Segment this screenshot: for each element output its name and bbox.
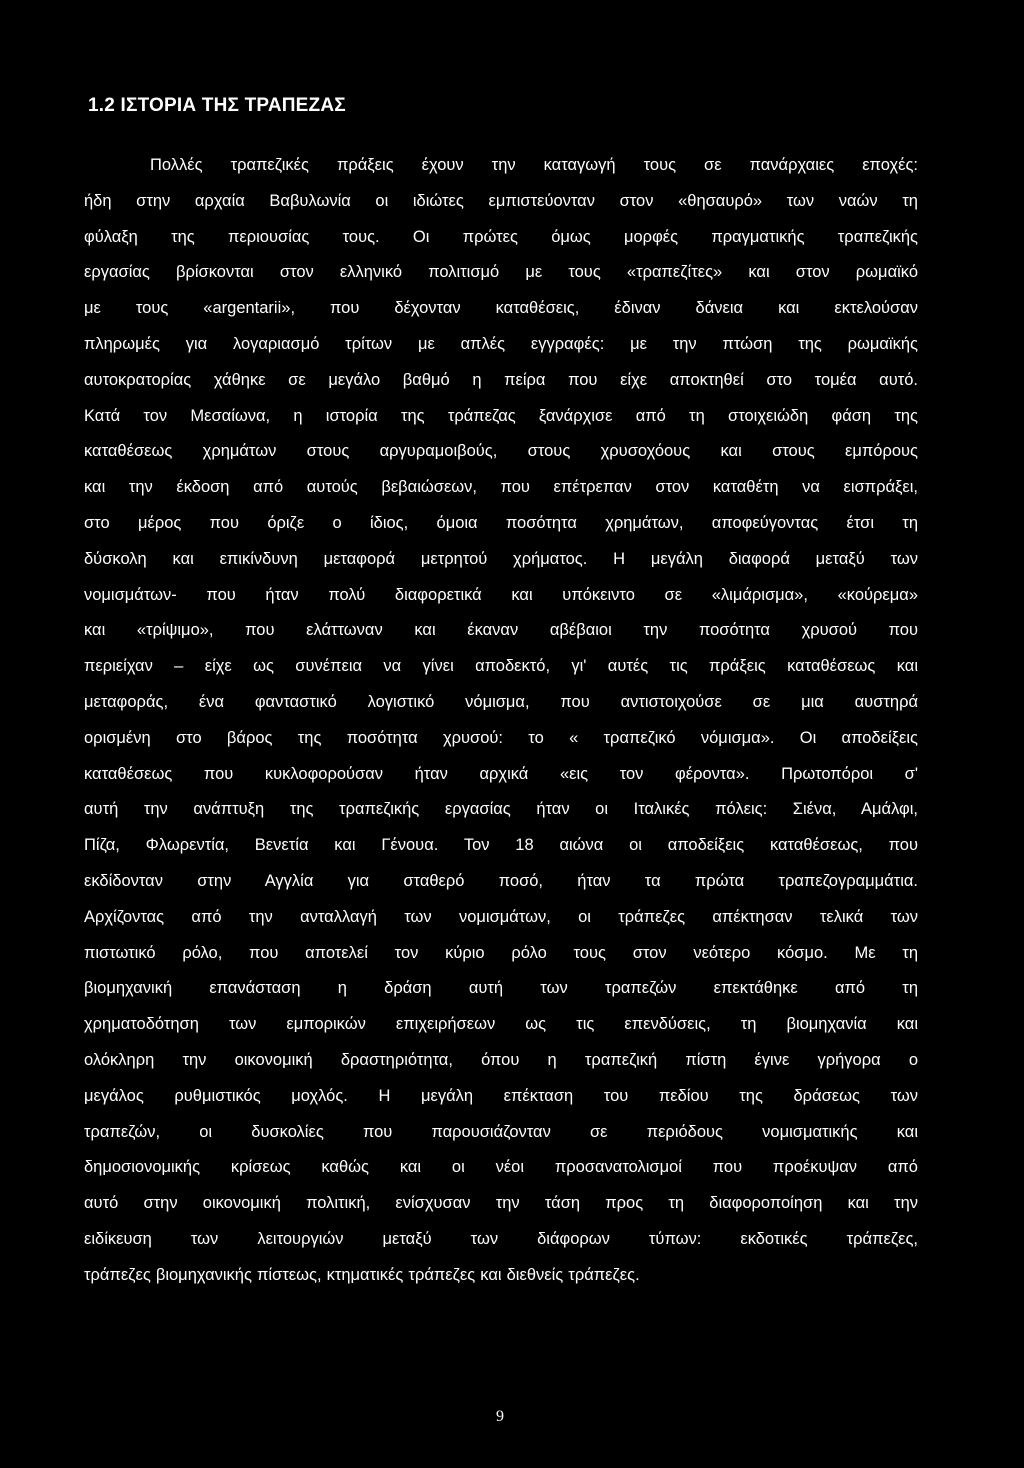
text-line: τραπεζών, οι δυσκολίες που παρουσιάζονταν σε περιόδους νομισματικής και bbox=[84, 1122, 918, 1141]
text-line: αυτή την ανάπτυξη της τραπεζικής εργασίας ήταν οι Ιταλικές πόλεις: Σιένα, Αμάλφι, bbox=[84, 800, 918, 819]
text-line: πιστωτικό ρόλο, που αποτελεί τον κύριο ρόλο τους στον νεότερο κόσμο. Με τη bbox=[84, 943, 918, 962]
text-line: και την έκδοση από αυτούς βεβαιώσεων, που επέτρεπαν στον καταθέτη να εισπράξει, bbox=[84, 478, 918, 497]
text-line: νομισμάτων- που ήταν πολύ διαφορετικά και υπόκειντο σε «λιμάρισμα», «κούρεμα» bbox=[84, 585, 918, 604]
text-line: καταθέσεως που κυκλοφορούσαν ήταν αρχικά «εις τον φέροντα». Πρωτοπόροι σ' bbox=[84, 764, 918, 783]
text-line: τράπεζες βιομηχανικής πίστεως, κτηματικές τράπεζες και διεθνείς τράπεζες. bbox=[84, 1265, 640, 1284]
text-line: ήδη στην αρχαία Βαβυλωνία οι ιδιώτες εμπιστεύονταν στον «θησαυρό» των ναών τη bbox=[84, 191, 918, 210]
text-line: φύλαξη της περιουσίας τους. Οι πρώτες όμως μορφές πραγματικής τραπεζικής bbox=[84, 227, 918, 246]
text-line: χρηματοδότηση των εμπορικών επιχειρήσεων ως τις επενδύσεις, τη βιομηχανία και bbox=[84, 1015, 918, 1034]
page-number: 9 bbox=[496, 1408, 504, 1425]
text-line: αυτοκρατορίας χάθηκε σε μεγάλο βαθμό η πείρα που είχε αποκτηθεί στο τομέα αυτό. bbox=[84, 370, 918, 389]
text-line: με τους «argentarii», που δέχονταν καταθέσεις, έδιναν δάνεια και εκτελούσαν bbox=[84, 299, 918, 318]
text-line: πληρωμές για λογαριασμό τρίτων με απλές εγγραφές: με την πτώση της ρωμαϊκής bbox=[84, 334, 918, 353]
text-line: και «τρίψιμο», που ελάττωναν και έκαναν αβέβαιοι την ποσότητα χρυσού που bbox=[84, 621, 918, 640]
text-line: περιείχαν – είχε ως συνέπεια να γίνει αποδεκτό, γι' αυτές τις πράξεις καταθέσεως και bbox=[84, 657, 918, 676]
section-heading: 1.2 ΙΣΤΟΡΙΑ ΤΗΣ ΤΡΑΠΕΖΑΣ bbox=[88, 95, 346, 116]
text-line: εργασίας βρίσκονται στον ελληνικό πολιτισμό με τους «τραπεζίτες» και στον ρωμαϊκό bbox=[84, 263, 918, 282]
text-line: δύσκολη και επικίνδυνη μεταφορά μετρητού χρήματος. Η μεγάλη διαφορά μεταξύ των bbox=[84, 549, 918, 568]
text-line: μεταφοράς, ένα φανταστικό λογιστικό νόμισμα, που αντιστοιχούσε σε μια αυστηρά bbox=[84, 692, 918, 711]
text-line: στο μέρος που όριζε ο ίδιος, όμοια ποσότητα χρημάτων, αποφεύγοντας έτσι τη bbox=[84, 513, 918, 532]
text-line: Αρχίζοντας από την ανταλλαγή των νομισμάτων, οι τράπεζες απέκτησαν τελικά των bbox=[84, 907, 918, 926]
text-line: Πίζα, Φλωρεντία, Βενετία και Γένουα. Τον 18 αιώνα οι αποδείξεις καταθέσεως, που bbox=[84, 836, 918, 855]
body-paragraph bbox=[84, 150, 918, 1296]
text-line: μεγάλος ρυθμιστικός μοχλός. Η μεγάλη επέκταση του πεδίου της δράσεως των bbox=[84, 1086, 918, 1105]
text-line: καταθέσεως χρημάτων στους αργυραμοιβούς, στους χρυσοχόους και στους εμπόρους bbox=[84, 442, 918, 461]
text-line: ολόκληρη την οικονομική δραστηριότητα, όπου η τραπεζική πίστη έγινε γρήγορα ο bbox=[84, 1050, 918, 1069]
text-line: βιομηχανική επανάσταση η δράση αυτή των τραπεζών επεκτάθηκε από τη bbox=[84, 979, 918, 998]
text-line: Πολλές τραπεζικές πράξεις έχουν την καταγωγή τους σε πανάρχαιες εποχές: bbox=[150, 156, 918, 174]
text-line: αυτό στην οικονομική πολιτική, ενίσχυσαν την τάση προς τη διαφοροποίηση και την bbox=[84, 1194, 918, 1213]
text-line: δημοσιονομικής κρίσεως καθώς και οι νέοι προσανατολισμοί που προέκυψαν από bbox=[84, 1158, 918, 1177]
text-line: ειδίκευση των λειτουργιών μεταξύ των διάφορων τύπων: εκδοτικές τράπεζες, bbox=[84, 1229, 918, 1248]
text-line: Κατά τον Μεσαίωνα, η ιστορία της τράπεζας ξανάρχισε από τη στοιχειώδη φάση της bbox=[84, 406, 918, 425]
text-line: ορισμένη στο βάρος της ποσότητα χρυσού: το « τραπεζικό νόμισμα». Οι αποδείξεις bbox=[84, 728, 918, 747]
text-line: εκδίδονταν στην Αγγλία για σταθερό ποσό, ήταν τα πρώτα τραπεζογραμμάτια. bbox=[84, 871, 918, 890]
